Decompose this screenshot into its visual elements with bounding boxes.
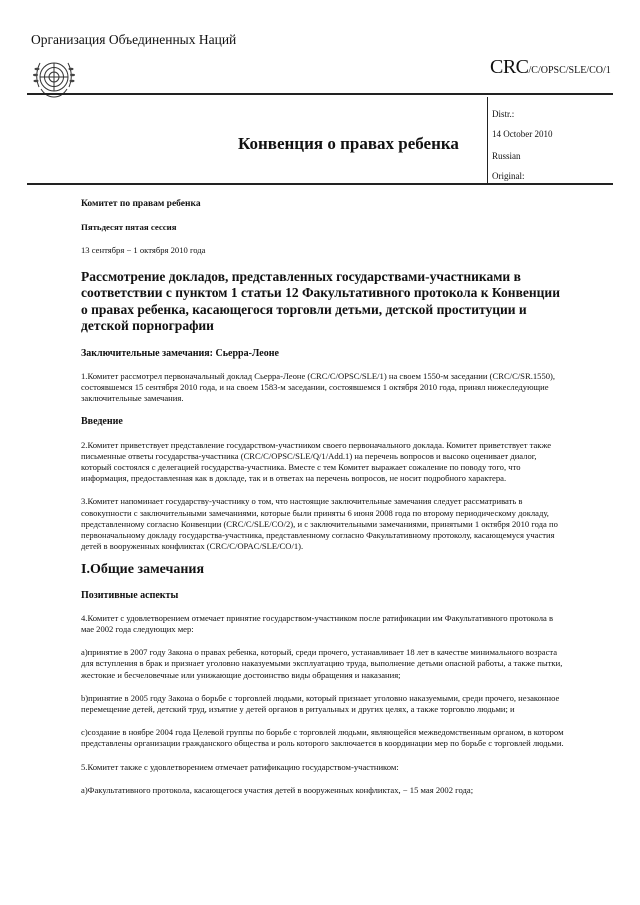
session-name: Пятьдесят пятая сессия xyxy=(81,222,177,233)
list-item-a: a)принятие в 2007 году Закона о правах ребенка, который, среди прочего, устанавливает 18 лет в качестве минимального возраста для вступления в брак и признает уголовно наказуемыми эксплуатацию труда, выполнение детьми опасной работы, а также пытки, жестокие и бесчеловечные или унижающие достоинство виды обращения и наказания; xyxy=(81,647,563,680)
committee-name: Комитет по правам ребенка xyxy=(81,199,201,209)
distr-label: Distr.: xyxy=(492,109,515,119)
document-symbol-main: CRC xyxy=(490,56,529,78)
original-label: Original: xyxy=(492,171,525,181)
header-vertical-rule xyxy=(487,97,488,185)
paragraph-2: 2.Комитет приветствует представление государством-участником своего первоначального доклада. Комитет приветствует также письменные ответы государства-участника (CRC/C/OPSC/SLE/Q/1/Add.1) на перечень вопросов и высоко оценивает диалог, который состоялся с делегацией государства-участника. Вместе с тем Комитет выражает сожаление по поводу того, что информация, предоставленная как в докладе, так и в ответах на перечень вопросов, не носит подробного характера. xyxy=(81,439,552,484)
introduction-heading: Введение xyxy=(81,416,123,428)
document-body xyxy=(81,199,567,808)
document-language: Russian xyxy=(492,151,521,161)
paragraph-4: 4.Комитет с удовлетворением отмечает принятие государством-участником после ратификации им Факультативного протокола в мае 2002 года следующих мер: xyxy=(81,612,554,635)
organization-name: Организация Объединенных Наций xyxy=(31,32,237,47)
list-item-b: b)принятие в 2005 году Закона о борьбе с торговлей людьми, который признает уголовно наказуемыми, среди прочего, незаконное перемещение детей, детский труд, изъятие у детей органов в ритуальных и других целях, а также торговлю людьми; и xyxy=(81,692,560,715)
header-top-rule xyxy=(27,93,613,95)
document-symbol-suffix: /C/OPSC/SLE/CO/1 xyxy=(528,65,611,76)
observations-heading: Заключительные замечания: Сьерра-Леоне xyxy=(81,347,279,359)
un-emblem-logo xyxy=(28,55,80,103)
paragraph-1: 1.Комитет рассмотрел первоначальный доклад Сьерра-Леоне (CRC/C/OPSC/SLE/1) на своем 1550-м заседании (CRC/C/SR.1550), состоявшемся 15 сентября 2010 года, и на своем 1583-м заседании, состоявшемся 1 октября 2010 года, принял нижеследующие заключительные замечания. xyxy=(81,370,556,404)
document-date: 14 October 2010 xyxy=(492,129,553,139)
list-item-5a: a)Факультативного протокола, касающегося участия детей в вооруженных конфликтах, − 15 мая 2002 года; xyxy=(81,784,474,795)
section-heading-general: I.Общие замечания xyxy=(81,562,205,578)
list-item-c: c)создание в ноябре 2004 года Целевой группы по борьбе с торговлей людьми, являющейся межведомственным органом, в котором представлены организации гражданского общества и роль которого заключается в координации мер по борьбе с торговлей людьми. xyxy=(81,727,564,749)
document-symbol xyxy=(490,56,611,79)
main-title: Рассмотрение докладов, представленных государствами-участниками в соответствии с пунктом 1 статьи 12 Факультативного протокола к Конвенции о правах ребенка, касающегося торговли детьми, детской проституции и детской порнографии xyxy=(81,268,560,334)
paragraph-3: 3.Комитет напоминает государству-участнику о том, что настоящие заключительные замечания следует рассматривать в совокупности с заключительными замечаниями, которые были приняты 6 июня 2008 года по второму периодическому докладу, представленному согласно Конвенции (CRC/C/SLE/CO/2), и с заключительными замечаниями, принятыми 1 октября 2010 года по первоначальному докладу государства-участника, представленному согласно Факультативному протоколу, касающемуся участия детей в вооруженных конфликтах (CRC/C/OPAC/SLE/CO/1). xyxy=(81,496,558,552)
session-dates: 13 сентября − 1 октября 2010 года xyxy=(81,245,206,256)
positive-aspects-heading: Позитивные аспекты xyxy=(81,589,179,601)
paragraph-5: 5.Комитет также с удовлетворением отмечает ратификацию государством-участником: xyxy=(81,761,399,772)
header-bottom-rule xyxy=(27,183,613,185)
convention-title: Конвенция о правах ребенка xyxy=(238,134,459,153)
